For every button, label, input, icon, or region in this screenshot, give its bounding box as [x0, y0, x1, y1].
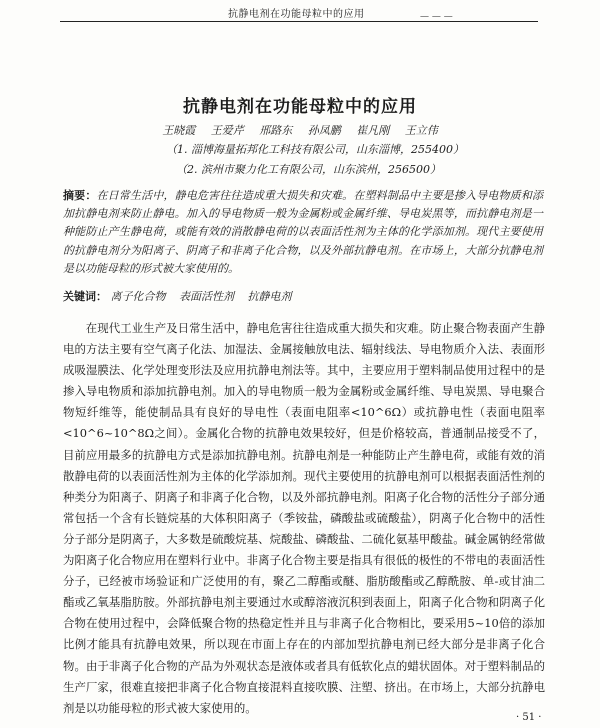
author-list: 王晓霞 王爱芹 邢路东 孙凤鹏 崔凡刚 王立伟 — [162, 124, 438, 137]
abstract-text: 在日常生活中，静电危害往往造成重大损失和灾难。在塑料制品中主要是掺入导电物质和添加抗静电剂来防止静电。加入的导电物质一般为金属粉或金属纤维、导电炭黑等，而抗静电剂是一种能防止产生静电荷，或能有效的消散静电荷的以表面活性剂为主体的化学添加剂。现代主要使用的抗静电剂分为阳离子、阴离子和非离子化合物，以及外部抗静电剂。在市场上，大部分抗静电剂是以功能母粒的形式被大家使用的。 — [63, 189, 543, 275]
keyword-item: 表面活性剂 — [179, 290, 234, 303]
keyword-item: 离子化合物 — [110, 290, 166, 303]
affiliation-2: （2. 滨州市聚力化工有限公司，山东滨州，256500） — [176, 163, 441, 176]
affiliation-1: （1. 淄博海量拓邦化工科技有限公司，山东淄博，255400） — [166, 143, 464, 156]
article-title: 抗静电剂在功能母粒中的应用 — [183, 97, 417, 117]
running-head — [0, 0, 600, 24]
running-head-dash: — — — — [420, 12, 453, 22]
keyword-item: 抗静电剂 — [247, 290, 292, 303]
body-text — [63, 318, 545, 719]
body-paragraph: 在现代工业生产及日常生活中，静电危害往往造成重大损失和灾难。防止聚合物表面产生静电的方法主要有空气离子化法、加湿法、金属接触放电法、辐射线法、导电物质介入法、表面形成吸湿膜法、化学处理变形法及应用抗静电剂法等。其中，主要应用于塑料制品使用过程中的是掺入导电物质和添加抗静电剂。加入的导电物质一般为金属粉或金属纤维、导电炭黑、导电聚合物短纤维等，能使制品具有良好的导电性（表面电阻率<10^6Ω）或抗静电性（表面电阻率<10^6~10^8Ω之间）。金属化合物的抗静电效果较好，但是价格较高，普通制品接受不了，目前应用最多的抗静电方式是添加抗静电剂。抗静电剂是一种能防止产生静电荷，或能有效的消散静电荷的以表面活性剂为主体的化学添加剂。现代主要使用的抗静电剂可以根据表面活性剂的种类分为阳离子、阴离子和非离子化合物，以及外部抗静电剂。阳离子化合物的活性分子部分通常包括一个含有长链烷基的大体积阳离子（季铵盐，磷酸盐或硫酸盐），阴离子化合物中的活性分子部分是阴离子，大多数是硫酸烷基、烷酸盐、磷酸盐、二硫化氨基甲酸盐。碱金属钠经常做为阳离子化合物应用在塑料行业中。非离子化合物主要是指具有很低的极性的不带电的表面活性分子，已经被市场验证和广泛使用的有，聚乙二醇酯或醚、脂肪酸酯或乙醇酰胺、单-或甘油二酯或乙氧基脂肪胺。外部抗静电剂主要通过水或醇溶液沉积到表面上，阳离子化合物和阴离子化合物在使用过程中，会降低聚合物的热稳定性并且与非离子化合物相比，要采用5~10倍的添加比例才能具有抗静电效果，所以现在市面上存在的内部加型抗静电剂已经大部分是非离子化合物。由于非离子化合物的产品为外观状态是液体或者具有低软化点的蜡状固体。对于塑料制品的生产厂家，很难直接把非离子化合物直接混料直接吹膜、注塑、挤出。在市场上，大部分抗静电剂是以功能母粒的形式被大家使用的。 — [63, 321, 545, 715]
keywords-label: 关键词： — [63, 290, 107, 303]
abstract — [63, 187, 543, 278]
header-rule — [60, 21, 538, 22]
abstract-label: 摘要： — [63, 189, 97, 202]
page-number: · 51 · — [516, 712, 542, 723]
keywords — [63, 288, 543, 304]
running-head-title: 抗静电剂在功能母粒中的应用 — [228, 9, 365, 20]
